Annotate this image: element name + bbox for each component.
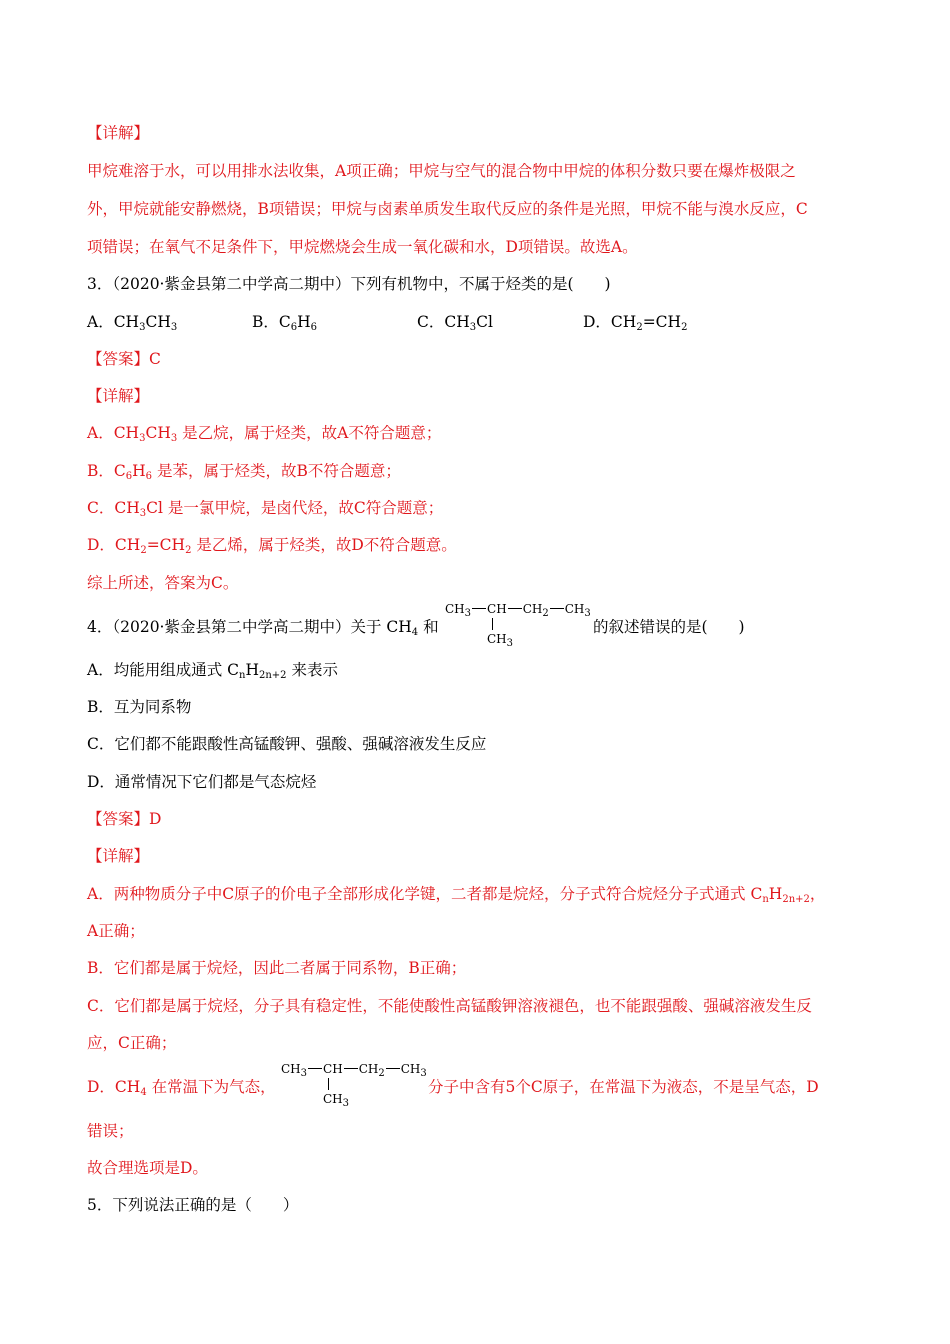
q4-stem: 4．（2020·紫金县第二中学高二期中）关于 $CH_4$ 和 bbox=[87, 618, 439, 638]
q2-detail-line-3: 项错误；在氧气不足条件下，甲烷燃烧会生成一氧化碳和水，D项错误。故选A。 bbox=[87, 238, 638, 256]
q3-detail-c: C．$CH_3Cl$ 是一氯甲烷，是卤代烃，故C符合题意； bbox=[87, 499, 444, 519]
q4-option-c: C．它们都不能跟酸性高锰酸钾、强酸、强碱溶液发生反应 bbox=[87, 735, 487, 753]
q4-detail-label: 【详解】 bbox=[87, 847, 150, 865]
q4-detail-d1-end: 分子中含有5个C原子，在常温下为液态，不是呈气态，D bbox=[428, 1078, 819, 1096]
q3-detail-b: B．$C_6H_6$ 是苯，属于烃类，故B不符合题意； bbox=[87, 462, 401, 482]
q3-stem: 3．（2020·紫金县第二中学高二期中）下列有机物中，不属于烃类的是( ) bbox=[87, 275, 611, 293]
q4-option-d: D．通常情况下它们都是气态烷烃 bbox=[87, 773, 317, 791]
q2-detail-line-1: 甲烷难溶于水，可以用排水法收集，A项正确；甲烷与空气的混合物中甲烷的体积分数只要在爆炸极限之 bbox=[87, 162, 796, 180]
q4-summary: 故合理选项是D。 bbox=[87, 1159, 208, 1177]
q4-detail-isopentane-structure: $CH_3$ CH $CH_2$ $CH_3$ $CH_3$ bbox=[281, 1062, 427, 1109]
q3-detail-d: D．$CH_2=CH_2$ 是乙烯，属于烃类，故D不符合题意。 bbox=[87, 536, 457, 556]
q3-option-a: A．$CH_3CH_3$ bbox=[87, 313, 178, 333]
q3-summary: 综上所述，答案为C。 bbox=[87, 574, 239, 592]
q3-option-d: D．$CH_2=CH_2$ bbox=[583, 313, 688, 333]
q2-detail-line-2: 外，甲烷就能安静燃烧，B项错误；甲烷与卤素单质发生取代反应的条件是光照，甲烷不能与溴水反应，C bbox=[87, 200, 808, 218]
q4-detail-a2: A正确； bbox=[87, 922, 145, 940]
q4-detail-d1: D．$CH_4$ 在常温下为气态， bbox=[87, 1078, 276, 1098]
q4-detail-d2: 错误； bbox=[87, 1122, 134, 1140]
q4-answer: 【答案】D bbox=[87, 810, 162, 828]
q3-detail-a: A．$CH_3CH_3$ 是乙烷，属于烃类，故A不符合题意； bbox=[87, 424, 442, 444]
q4-stem-end: 的叙述错误的是( ) bbox=[593, 618, 745, 636]
q4-detail-c1: C．它们都是属于烷烃，分子具有稳定性，不能使酸性高锰酸钾溶液褪色，也不能跟强酸、强碱溶液发生反 bbox=[87, 997, 812, 1015]
q4-detail-b: B．它们都是属于烷烃，因此二者属于同系物，B正确； bbox=[87, 959, 467, 977]
q4-detail-a1: A．两种物质分子中C原子的价电子全部形成化学键，二者都是烷烃，分子式符合烷烃分子式通式 $C_nH_{2n+2}$， bbox=[87, 885, 826, 905]
q3-option-b: B．$C_6H_6$ bbox=[252, 313, 318, 333]
q3-detail-label: 【详解】 bbox=[87, 387, 150, 405]
q4-isopentane-structure: $CH_3$ CH $CH_2$ $CH_3$ $CH_3$ bbox=[445, 602, 591, 649]
q4-detail-c2: 应，C正确； bbox=[87, 1034, 177, 1052]
q3-answer: 【答案】C bbox=[87, 350, 161, 368]
q5-stem: 5．下列说法正确的是（ ） bbox=[87, 1196, 299, 1214]
q4-option-b: B．互为同系物 bbox=[87, 698, 192, 716]
q3-option-c: C．$CH_3Cl$ bbox=[417, 313, 493, 333]
q2-detail-label: 【详解】 bbox=[87, 124, 150, 142]
q4-option-a: A．均能用组成通式 $C_nH_{2n+2}$ 来表示 bbox=[87, 661, 338, 681]
